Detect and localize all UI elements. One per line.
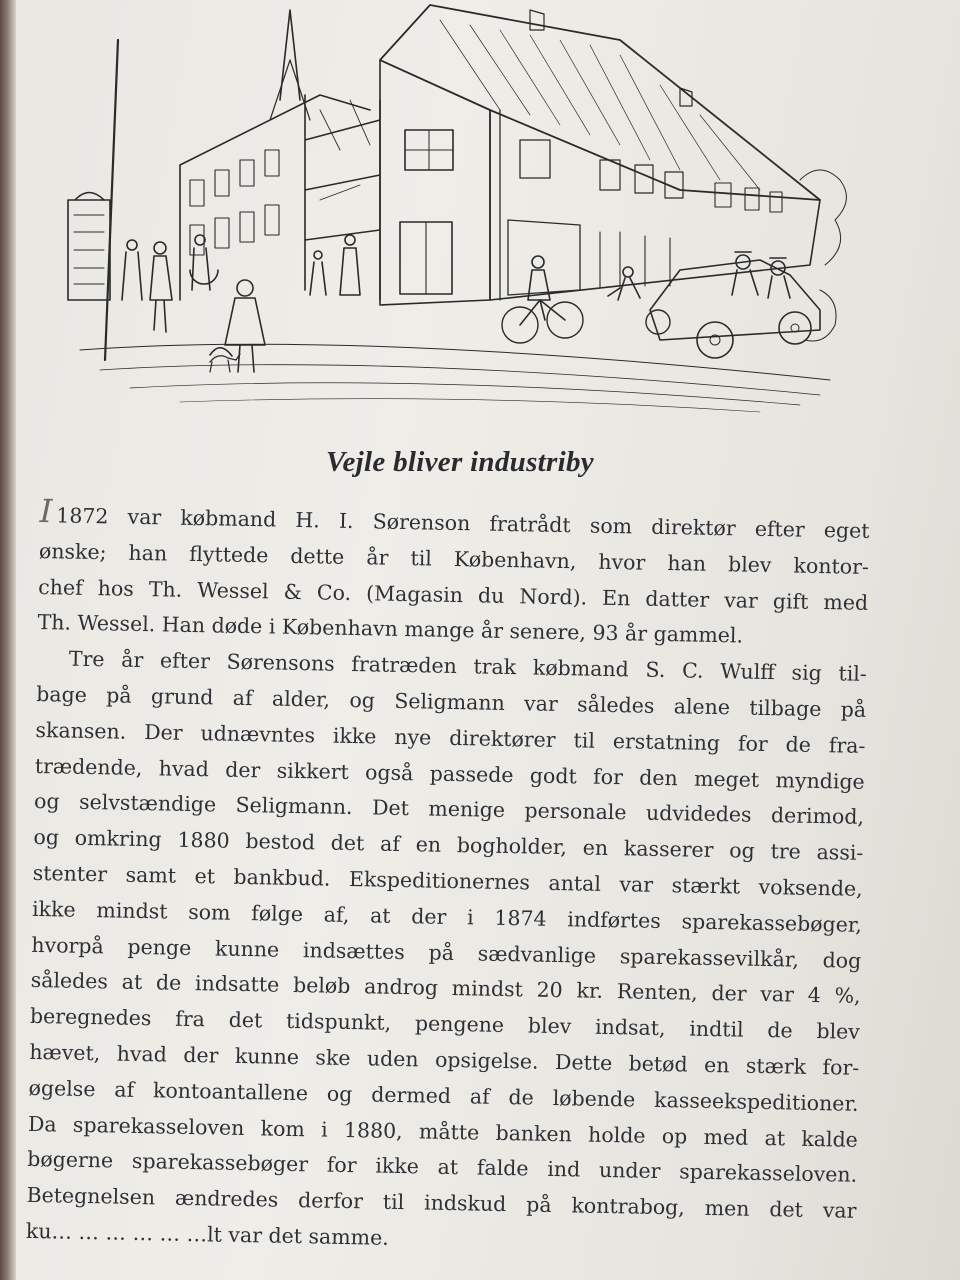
text-line: I 1872 var købmand H. I. Sørenson fratrådt som direktør efter eget bbox=[39, 492, 870, 543]
text-line: Tre år efter Sørensons fratræden trak købmand S. C. Wulff sig til- bbox=[68, 646, 868, 687]
paragraph bbox=[26, 641, 868, 1265]
street-scene-illustration bbox=[60, 0, 850, 420]
text-line: og selvstændige Seligmann. Det menige personale udvidedes derimod, bbox=[33, 789, 865, 830]
text-line: chef hos Th. Wessel & Co. (Magasin du Nord). En datter var gift med bbox=[38, 574, 869, 615]
text-line: Betegnelsen ændredes derfor til indskud på kontrabog, men det var bbox=[26, 1183, 857, 1223]
text-line: øgelse af kontoantallene og dermed af de løbende kasseekspeditioner. bbox=[28, 1075, 859, 1116]
text-line: Da sparekasseloven kom i 1880, måtte banken holde op med at kalde bbox=[27, 1111, 859, 1152]
text-line: skansen. Der udnævntes ikke nye direktører til erstatning for de fra- bbox=[35, 717, 866, 758]
text-line: trædende, hvad der sikkert også passede godt for den meget myndige bbox=[34, 753, 865, 794]
text-line: bøgerne sparekassebøger for ikke at falde ind under sparekasseloven. bbox=[27, 1147, 858, 1188]
drop-cap: I bbox=[39, 492, 53, 531]
text-line: ku… … … … … …lt var det samme. bbox=[25, 1218, 390, 1250]
text-line: ønske; han flyttede dette år til København, hvor han blev kontor- bbox=[38, 538, 870, 579]
text-line: beregnedes fra det tidspunkt, pengene blev indsat, indtil de blev bbox=[29, 1004, 861, 1044]
text-line: og omkring 1880 bestod det af en bogholder, en kasserer og tre assi- bbox=[33, 825, 864, 866]
text-line: ikke mindst som følge af, at der i 1874 indførtes sparekassebøger, bbox=[31, 896, 863, 937]
text-line: således at de indsatte beløb androg mindst 20 kr. Renten, der var 4 %, bbox=[30, 968, 861, 1009]
text-line: bage på grund af alder, og Seligmann var således alene tilbage på bbox=[36, 681, 867, 722]
paragraph bbox=[37, 492, 870, 657]
text-line: hvorpå penge kunne indsættes på sædvanlige sparekassevilkår, dog bbox=[31, 932, 862, 973]
book-spine bbox=[0, 0, 16, 1280]
body-text bbox=[25, 492, 870, 1266]
text-line: hævet, hvad der kunne ske uden opsigelse. Dette betød en stærk for- bbox=[29, 1039, 860, 1080]
text-line: Th. Wessel. Han døde i København mange år senere, 93 år gammel. bbox=[37, 610, 744, 648]
text-line: stenter samt et bankbud. Ekspeditionernes antal var stærkt voksende, bbox=[32, 860, 863, 901]
chapter-heading: Vejle bliver industriby bbox=[326, 446, 594, 478]
